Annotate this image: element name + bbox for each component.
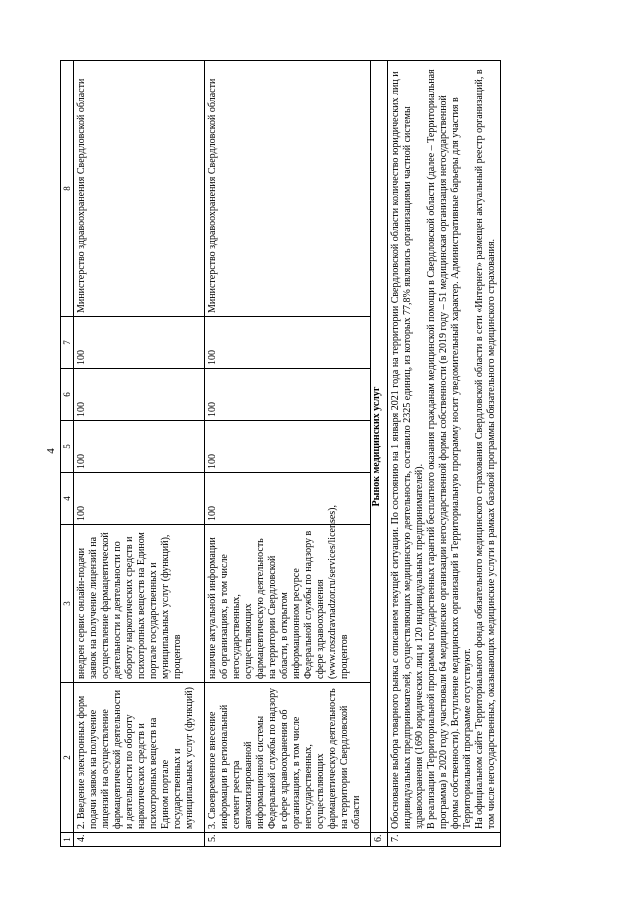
row-number: 6. [371, 833, 388, 847]
value-cell: 100 [205, 317, 371, 369]
responsible-cell: Министерство здравоохранения Свердловской области [205, 61, 371, 317]
section-title: Рынок медицинских услуг [371, 61, 388, 833]
column-header: 6 [61, 369, 74, 421]
column-number-row [61, 61, 74, 847]
column-header: 2 [61, 683, 74, 833]
market-description-cell [388, 61, 501, 833]
section-row [371, 61, 388, 847]
value-cell: 100 [205, 369, 371, 421]
rotated-page-content [60, 61, 592, 847]
measure-cell: 3. Своевременное внесение информации в региональный сегмент реестра автоматизированной информационной системы Федеральной службы по надзору в сфере здравоохранения об организациях, в том числе негосударственных, осуществляющих фармацевтическую деятельность на территории Свердловской области [205, 683, 371, 833]
value-cell: 100 [74, 369, 205, 421]
measures-table [60, 60, 501, 847]
row-number: 5. [205, 833, 371, 847]
column-header: 1 [61, 833, 74, 847]
value-cell: 100 [74, 421, 205, 473]
indicator-cell: внедрен сервис онлайн-подачи заявок на получение лицензий на осуществление фармацевтической деятельности и деятельности по обороту наркотических средств и психотропных веществ на Едином портале государственных и муниципальных услуг (функций), процентов [74, 525, 205, 683]
row-number: 4. [74, 833, 205, 847]
page-number: 4 [45, 448, 57, 454]
row-number: 7. [388, 833, 501, 847]
table-row [74, 61, 205, 847]
indicator-cell: наличие актуальной информации об организациях, в том числе негосударственных, осуществляющих фармацевтическую деятельность на территории Свердловской области, в открытом информационном ресурсе Федеральной службы по надзору в сфере здравоохранения (www.roszdravnadzor.ru/services/licenses), процентов [205, 525, 371, 683]
column-header: 3 [61, 525, 74, 683]
table-row [205, 61, 371, 847]
value-cell: 100 [74, 317, 205, 369]
paragraph: На официальном сайте Территориального фонда обязательного медицинского страхования Свердловской области в сети «Интернет» размещен актуальный реестр организаций, в том числе негосударственных, оказывающих медицинские услуги в рамках базовой программы обязательного медицинского страхования. [474, 69, 497, 829]
measure-cell: 2. Введение электронных форм подачи заявок на получение лицензий на осуществление фармацевтической деятельности и деятельности по обороту наркотических средств и психотропных веществ на Едином портале государственных и муниципальных услуг (функций) [74, 683, 205, 833]
column-header: 5 [61, 421, 74, 473]
column-header: 7 [61, 317, 74, 369]
column-header: 4 [61, 473, 74, 525]
paragraph: В реализации Территориальной программы государственных гарантий бесплатного оказания гражданам медицинской помощи в Свердловской области (далее – Территориальная программа) в 2020 году участвовали 64 медицинские организации негосударственной формы собственности (в 2019 году – 51 медицинская организация негосударственной формы собственности). Вступление медицинских организаций в Территориальную программу носит уведомительный характер. Административные барьеры для участия в Территориальной программе отсутствуют. [426, 69, 473, 829]
value-cell: 100 [74, 473, 205, 525]
table-row [388, 61, 501, 847]
value-cell: 100 [205, 421, 371, 473]
paragraph: Обоснование выбора товарного рынка с описанием текущей ситуации. По состоянию на 1 января 2021 года на территории Свердловской области количество юридических лиц и индивидуальных предпринимателей, осуществляющих медицинскую деятельность, составило 2325 единиц, из которых 77,8% являлись организациями частной системы здравоохранения (1690 юридических лиц и 120 индивидуальных предпринимателей). [390, 71, 425, 829]
column-header: 8 [61, 61, 74, 317]
responsible-cell: Министерство здравоохранения Свердловской области [74, 61, 205, 317]
value-cell: 100 [205, 473, 371, 525]
